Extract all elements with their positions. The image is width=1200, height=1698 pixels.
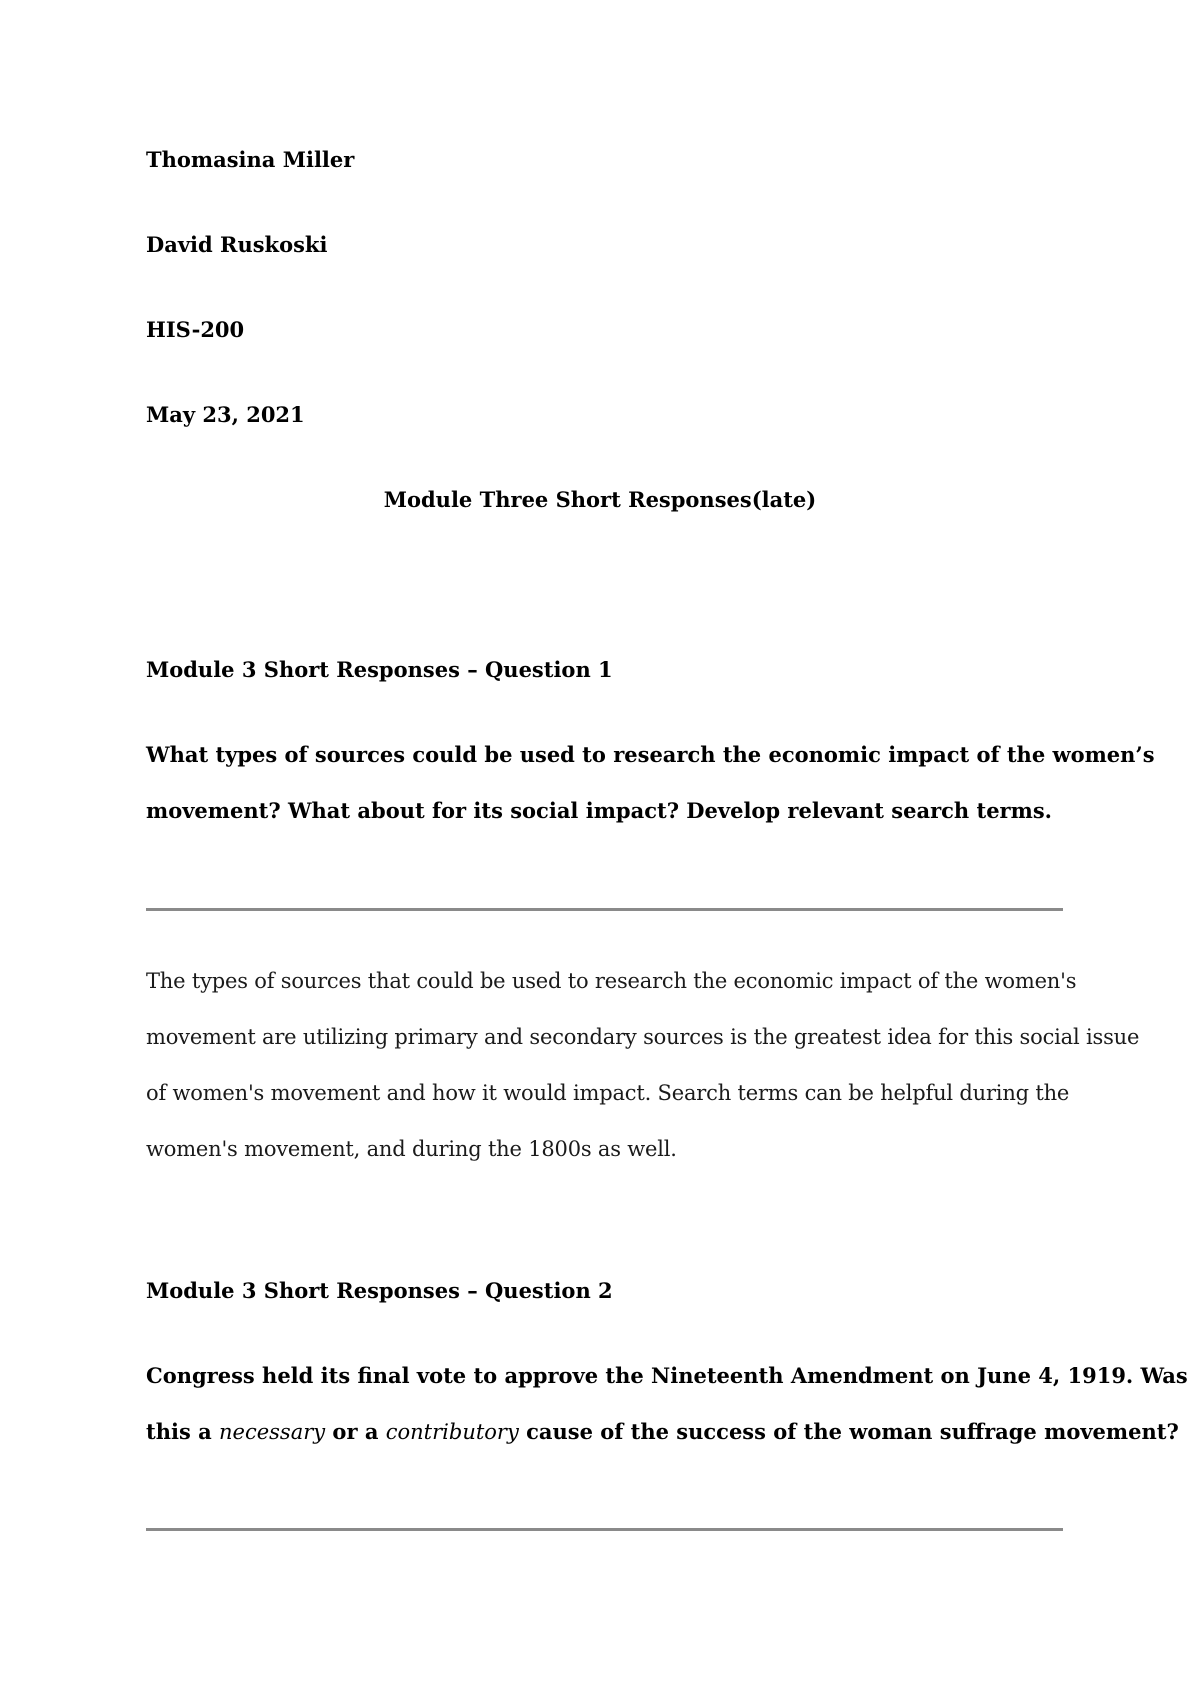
question1-prompt-line: What types of sources could be used to research the economic impact of the women’s (146, 742, 1155, 767)
answer-divider (146, 1528, 1063, 1531)
question1-answer-line: women's movement, and during the 1800s as well. (146, 1137, 677, 1161)
prompt-text: this a (146, 1419, 219, 1444)
question2-prompt-line (146, 1418, 1179, 1446)
question1-heading: Module 3 Short Responses – Question 1 (146, 657, 613, 682)
prompt-italic-term: necessary (219, 1420, 326, 1444)
instructor-name: David Ruskoski (146, 232, 328, 257)
question1-answer-line: movement are utilizing primary and secondary sources is the greatest idea for this social issue (146, 1025, 1140, 1049)
question1-prompt-line: movement? What about for its social impact? Develop relevant search terms. (146, 798, 1052, 823)
student-name: Thomasina Miller (146, 147, 355, 172)
document-title: Module Three Short Responses(late) (383, 487, 817, 512)
answer-divider (146, 908, 1063, 911)
question1-answer-line: of women's movement and how it would impact. Search terms can be helpful during the (146, 1081, 1070, 1105)
submission-date: May 23, 2021 (146, 402, 305, 427)
prompt-text: or a (325, 1419, 386, 1444)
question2-prompt-line: Congress held its final vote to approve the Nineteenth Amendment on June 4, 1919. Was (146, 1363, 1188, 1388)
prompt-text: cause of the success of the woman suffrage movement? (518, 1419, 1179, 1444)
question2-heading: Module 3 Short Responses – Question 2 (146, 1278, 613, 1303)
course-code: HIS-200 (146, 317, 245, 342)
question1-answer-line: The types of sources that could be used to research the economic impact of the women's (146, 969, 1077, 993)
prompt-italic-term: contributory (385, 1420, 519, 1444)
